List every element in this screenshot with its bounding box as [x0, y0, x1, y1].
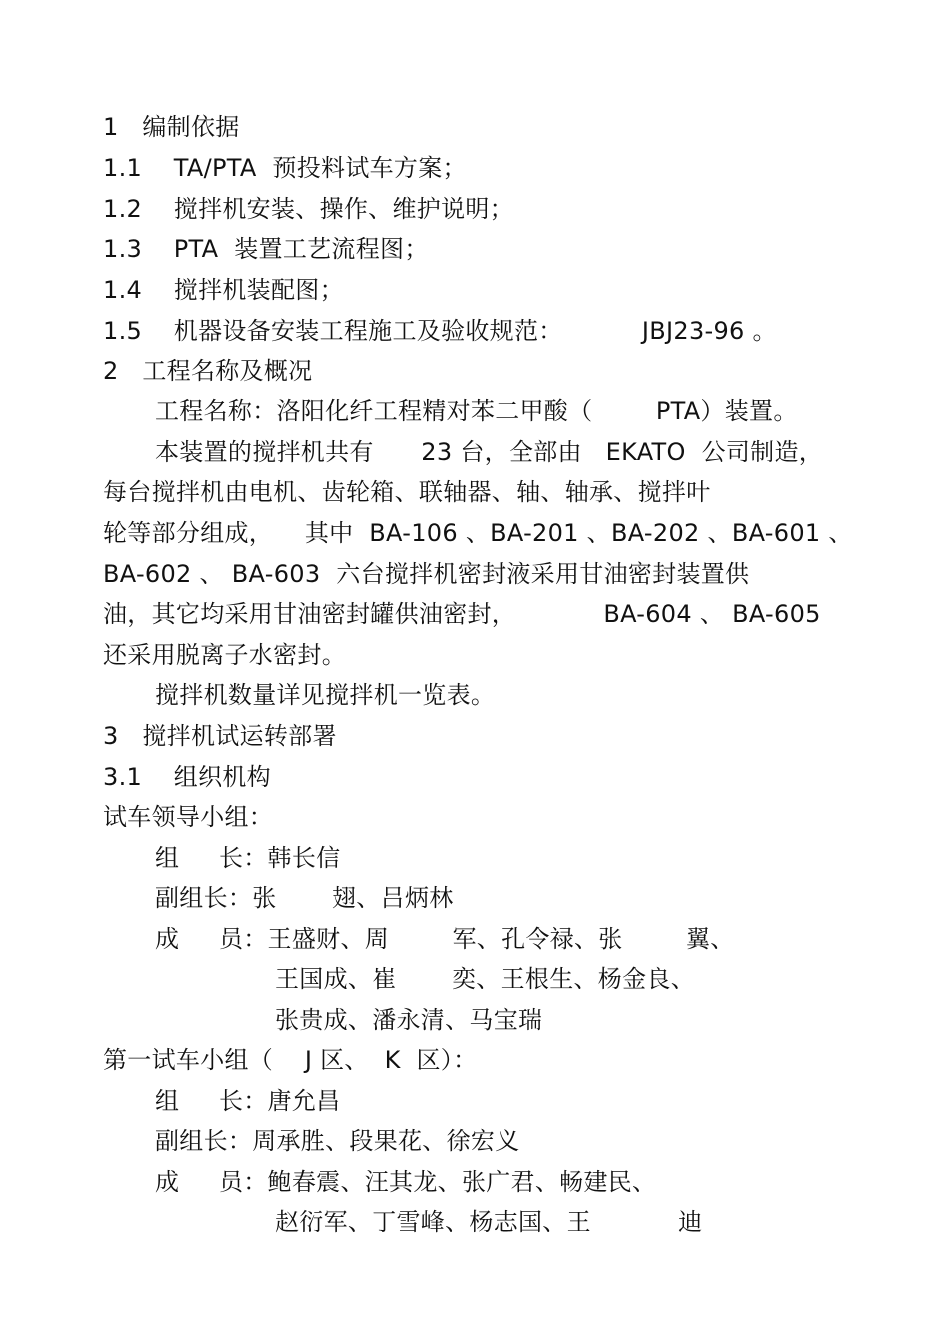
list-item-1-2: 1.2 搅拌机安装、操作、维护说明；	[103, 195, 514, 223]
heading-2: 2 工程名称及概况	[103, 357, 313, 385]
member-line: 赵衍军、丁雪峰、杨志国、王 迪	[275, 1208, 703, 1236]
member-line: 副组长：张 翅、吕炳林	[155, 884, 454, 912]
member-line: 组 长：唐允昌	[155, 1087, 341, 1115]
list-item-1-5: 1.5 机器设备安装工程施工及验收规范： JBJ23-96 。	[103, 317, 777, 345]
group-title: 试车领导小组：	[103, 803, 274, 831]
member-line: 成 员：王盛财、周 军、孔令禄、张 翼、	[155, 925, 735, 953]
member-line: 成 员：鲍春震、汪其龙、张广君、畅建民、	[155, 1168, 657, 1196]
paragraph-line: 油，其它均采用甘油密封罐供油密封， BA-604 、 BA-605	[103, 600, 821, 628]
heading-1: 1 编制依据	[103, 113, 240, 141]
paragraph-line: 搅拌机数量详见搅拌机一览表。	[155, 681, 496, 709]
heading-3: 3 搅拌机试运转部署	[103, 722, 337, 750]
list-item-1-4: 1.4 搅拌机装配图；	[103, 276, 344, 304]
group-title: 第一试车小组（ J 区、 K 区）：	[103, 1046, 478, 1074]
member-line: 组 长：韩长信	[155, 844, 341, 872]
paragraph-line: 每台搅拌机由电机、齿轮箱、联轴器、轴、轴承、搅拌叶	[103, 478, 711, 506]
member-line: 张贵成、潘永清、马宝瑞	[275, 1006, 543, 1034]
paragraph-line: BA-602 、 BA-603 六台搅拌机密封液采用甘油密封装置供	[103, 560, 750, 588]
paragraph-project-name: 工程名称：洛阳化纤工程精对苯二甲酸（ PTA）装置。	[155, 397, 798, 425]
paragraph-line: 还采用脱离子水密封。	[103, 641, 346, 669]
member-line: 副组长：周承胜、段果花、徐宏义	[155, 1127, 520, 1155]
list-item-1-1: 1.1 TA/PTA 预投料试车方案；	[103, 154, 467, 182]
paragraph-line: 轮等部分组成， 其中 BA-106 、BA-201 、BA-202 、BA-601 、	[103, 519, 853, 547]
heading-3-1: 3.1 组织机构	[103, 763, 271, 791]
list-item-1-3: 1.3 PTA 装置工艺流程图；	[103, 235, 429, 263]
member-line: 王国成、崔 奕、王根生、杨金良、	[275, 965, 696, 993]
paragraph-line: 本装置的搅拌机共有 23 台，全部由 EKATO 公司制造，	[155, 438, 824, 466]
